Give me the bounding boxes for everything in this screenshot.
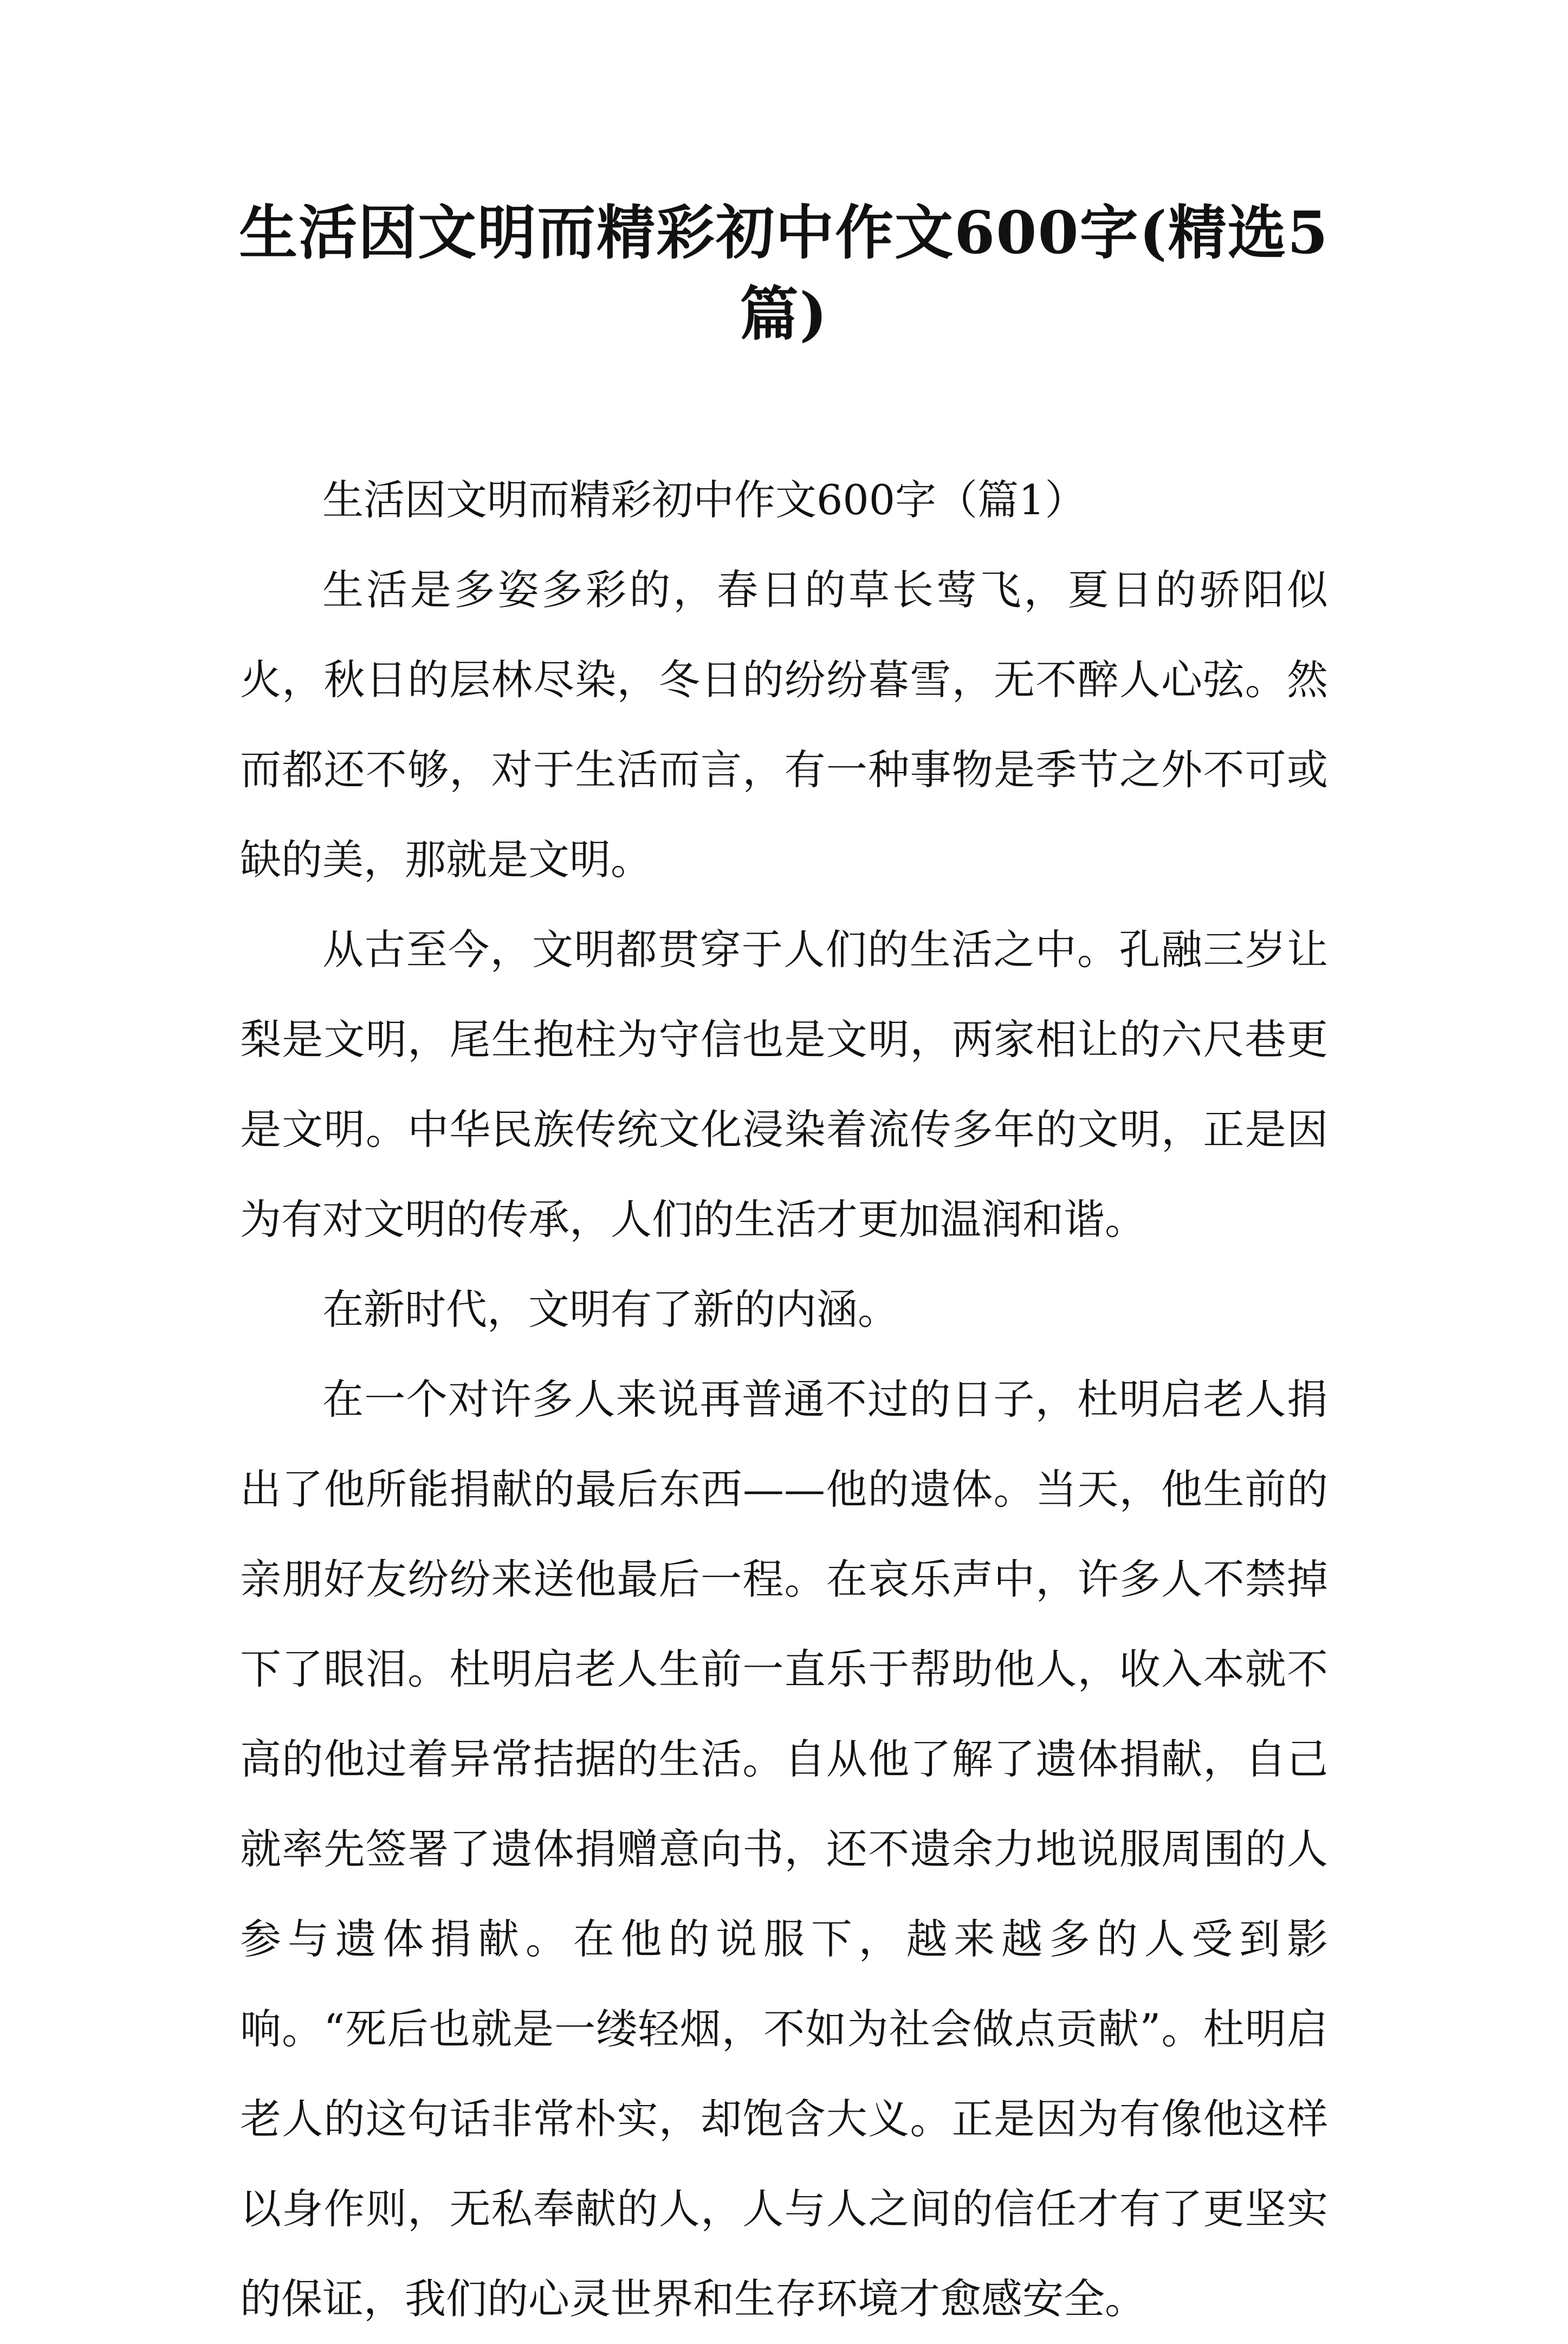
paragraph: 从古至今，文明都贯穿于人们的生活之中。孔融三岁让梨是文明，尾生抱柱为守信也是文明，两家相让的六尺巷更是文明。中华民族传统文化浸染着流传多年的文明，正是因为有对文明的传承，人们的生活才更加温润和谐。: [240, 925, 1328, 1244]
paragraph: 在一个对许多人来说再普通不过的日子，杜明启老人捐出了他所能捐献的最后东西——他的遗体。当天，他生前的亲朋好友纷纷来送他最后一程。在哀乐声中，许多人不禁掉下了眼泪。杜明启老人生前一直乐于帮助他人，收入本就不高的他过着异常拮据的生活。自从他了解了遗体捐献，自己就率先签署了遗体捐赠意向书，还不遗余力地说服周围的人参与遗体捐献。在他的说服下，越来越多的人受到影响。“死后也就是一缕轻烟，不如为社会做点贡献”。杜明启老人的这句话非常朴实，却饱含大义。正是因为有像他这样以身作则，无私奉献的人，人与人之间的信任才有了更坚实的保证，我们的心灵世界和生存环境才愈感安全。: [240, 1375, 1328, 2323]
document-title: 生活因文明而精彩初中作文600字(精选5篇): [239, 199, 1329, 348]
paragraph: 在新时代，文明有了新的内涵。: [322, 1285, 899, 1333]
document-body: [240, 455, 1328, 2344]
section-heading: 生活因文明而精彩初中作文600字（篇1）: [322, 476, 1086, 524]
paragraph: 生活是多姿多彩的，春日的草长莺飞，夏日的骄阳似火，秋日的层林尽染，冬日的纷纷暮雪，无不醉人心弦。然而都还不够，对于生活而言，有一种事物是季节之外不可或缺的美，那就是文明。: [240, 566, 1328, 884]
